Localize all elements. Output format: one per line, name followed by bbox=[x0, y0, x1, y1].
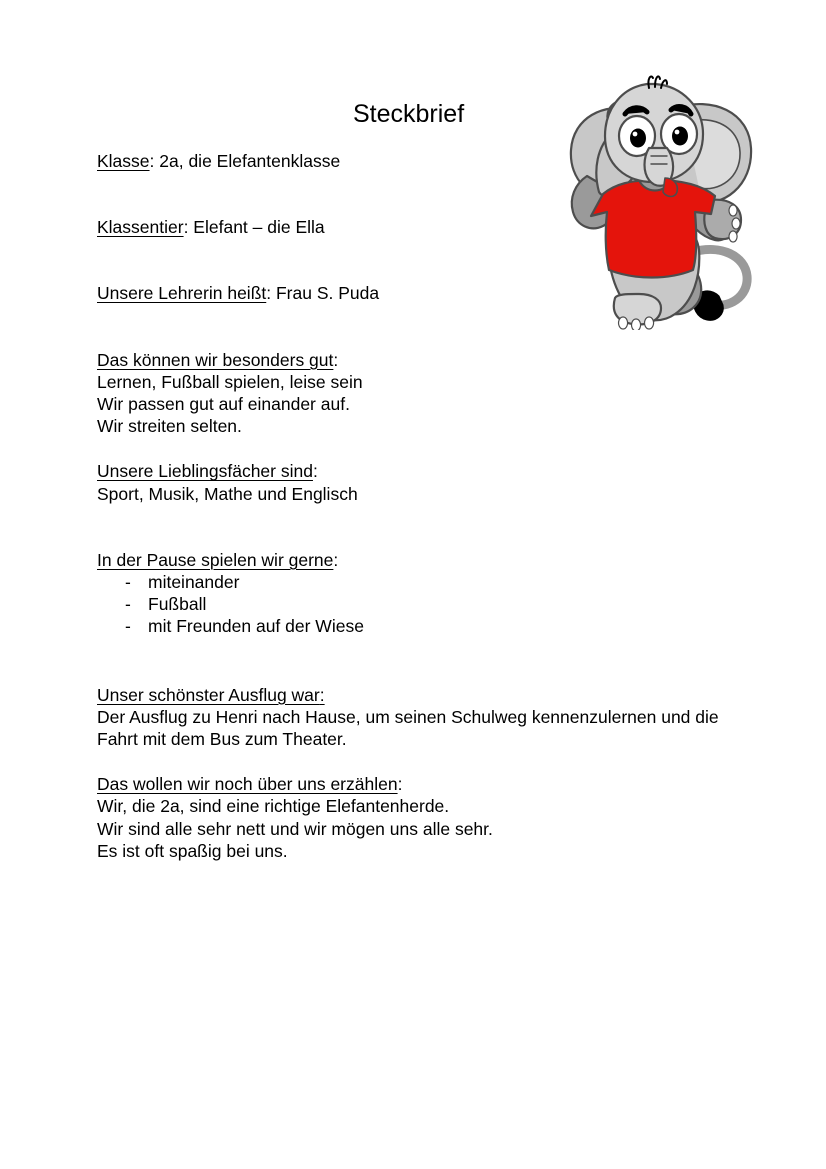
heading-label: Unser schönster Ausflug war bbox=[97, 684, 320, 705]
section-lieblingsfaecher bbox=[97, 460, 737, 504]
heading-suffix: : bbox=[397, 774, 403, 795]
heading-suffix: : Frau S. Puda bbox=[266, 283, 380, 304]
section-body-line: Der Ausflug zu Henri nach Hause, um seinen Schulweg kennenzulernen und die Fahrt mit dem Bus zum Theater. bbox=[97, 706, 719, 750]
page-title: Steckbrief bbox=[353, 100, 465, 128]
heading-label: In der Pause spielen wir gerne bbox=[97, 549, 334, 570]
heading-suffix: : Elefant – die Ella bbox=[183, 217, 325, 238]
section-pause bbox=[97, 549, 737, 638]
heading-suffix: : 2a, die Elefantenklasse bbox=[149, 151, 341, 171]
list-item-label: mit Freunden auf der Wiese bbox=[148, 616, 364, 637]
section-body-line: Lernen, Fußball spielen, leise sein bbox=[97, 371, 363, 392]
list-item bbox=[97, 571, 737, 593]
pause-activities-list bbox=[97, 571, 737, 638]
heading-suffix: : bbox=[333, 549, 339, 570]
section-heading-lieblingsfaecher bbox=[97, 460, 737, 482]
list-marker: - bbox=[125, 616, 131, 637]
list-item bbox=[97, 593, 737, 615]
heading-label: Das wollen wir noch über uns erzählen bbox=[97, 774, 398, 795]
section-body-line: Wir passen gut auf einander auf. bbox=[97, 394, 350, 415]
heading-label: Das können wir besonders gut bbox=[97, 349, 334, 370]
list-item-label: Fußball bbox=[148, 594, 207, 615]
section-erzaehlen bbox=[97, 773, 737, 862]
section-heading-koennen bbox=[97, 349, 737, 371]
heading-label: Klassentier bbox=[97, 217, 184, 238]
list-item-label: miteinander bbox=[148, 572, 240, 593]
section-heading-klasse bbox=[97, 150, 737, 172]
section-body-line: Wir, die 2a, sind eine richtige Elefantenherde. bbox=[97, 796, 450, 817]
section-koennen bbox=[97, 349, 737, 438]
list-marker: - bbox=[125, 594, 131, 615]
heading-label: Unsere Lieblingsfächer sind bbox=[97, 461, 313, 482]
section-klasse bbox=[97, 150, 737, 172]
heading-suffix: : bbox=[312, 461, 318, 482]
section-body-line: Wir sind alle sehr nett und wir mögen uns alle sehr. bbox=[97, 818, 493, 839]
document-body bbox=[97, 150, 737, 862]
list-marker: - bbox=[125, 572, 131, 593]
section-ausflug bbox=[97, 684, 737, 751]
section-heading-pause bbox=[97, 549, 737, 571]
heading-suffix: : bbox=[319, 684, 325, 705]
section-heading-erzaehlen bbox=[97, 773, 737, 795]
heading-label: Unsere Lehrerin heißt bbox=[97, 283, 267, 304]
section-body-line: Es ist oft spaßig bei uns. bbox=[97, 840, 288, 861]
section-body-line: Wir streiten selten. bbox=[97, 416, 242, 437]
heading-label: Klasse bbox=[97, 151, 150, 171]
section-klassentier bbox=[97, 216, 737, 238]
list-item bbox=[97, 615, 737, 637]
section-heading-klassentier bbox=[97, 216, 737, 238]
section-heading-lehrerin bbox=[97, 282, 737, 304]
section-body-line: Sport, Musik, Mathe und Englisch bbox=[97, 483, 358, 504]
section-lehrerin bbox=[97, 282, 737, 304]
heading-suffix: : bbox=[333, 349, 339, 370]
section-heading-ausflug bbox=[97, 684, 737, 706]
